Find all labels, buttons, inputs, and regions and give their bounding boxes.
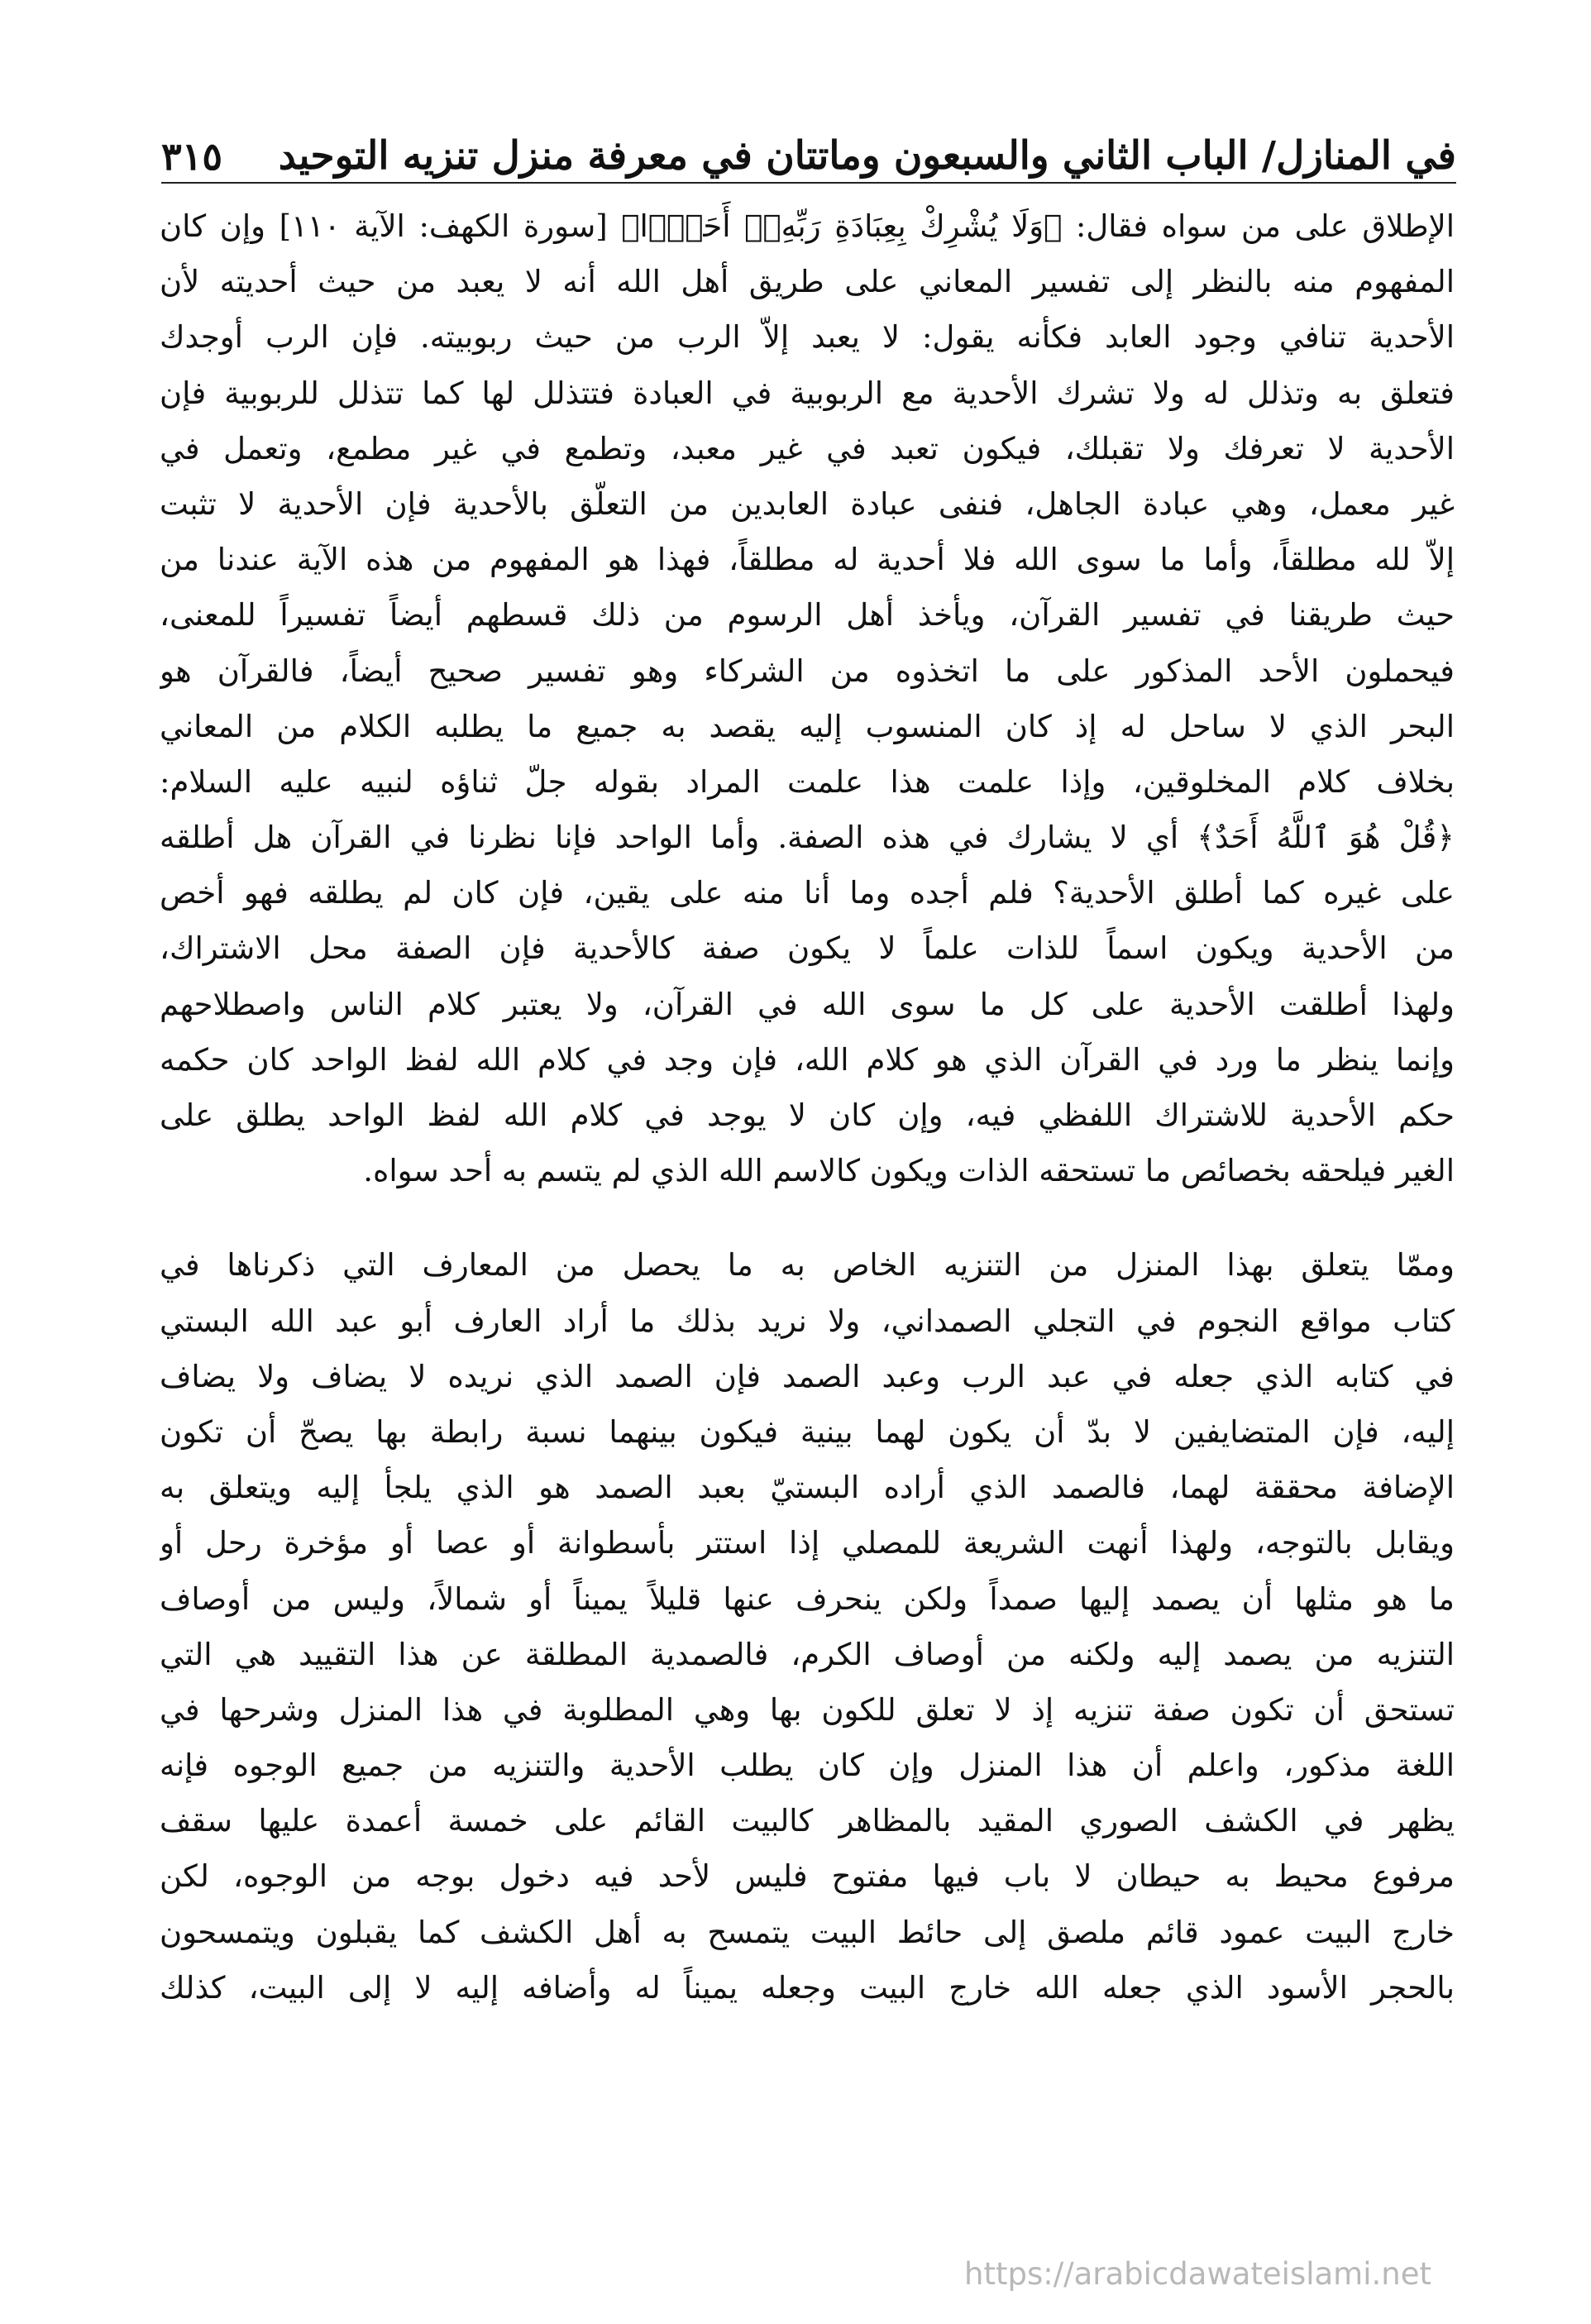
header-rule <box>161 182 1456 184</box>
text-line: التنزيه من يصمد إليه ولكنه من أوصاف الكرم، فالصمدية المطلقة عن هذا التقييد هي التي <box>160 1636 1455 1672</box>
text-line: من الأحدية ويكون اسماً للذات علماً لا يكون صفة كالأحدية فإن الصفة محل الاشتراك، <box>160 930 1455 967</box>
paragraph <box>160 1237 1455 2016</box>
text-line: إلاّ لله مطلقاً، وأما ما سوى الله فلا أحدية له مطلقاً، فهذا هو المفهوم من هذه الآية عندنا من <box>160 542 1455 578</box>
text-line: حيث طريقنا في تفسير القرآن، ويأخذ أهل الرسوم من ذلك قسطهم أيضاً تفسيراً للمعنى، <box>160 597 1455 634</box>
text-line: ولهذا أطلقت الأحدية على كل ما سوى الله في القرآن، ولا يعتبر كلام الناس واصطلاحهم <box>160 986 1455 1022</box>
running-header <box>161 109 1456 179</box>
text-line: الأحدية لا تعرفك ولا تقبلك، فيكون تعبد في غير معبد، وتطمع في غير مطمع، وتعمل في <box>160 430 1455 466</box>
text-line: وممّا يتعلق بهذا المنزل من التنزيه الخاص به ما يحصل من المعارف التي ذكرناها في <box>160 1247 1455 1284</box>
text-line: غير معمل، وهي عبادة الجاهل، فنفى عبادة العابدين من التعلّق بالأحدية فإن الأحدية لا تثبت <box>160 485 1455 522</box>
text-line: البحر الذي لا ساحل له إذ كان المنسوب إليه يقصد به جميع ما يطلبه الكلام من المعاني <box>160 708 1455 744</box>
text-line: الغير فيلحقه بخصائص ما تستحقه الذات ويكون كالاسم الله الذي لم يتسم به أحد سواه. <box>363 1153 1455 1189</box>
text-line: ﴿قُلْ هُوَ ٱللَّهُ أَحَدٌ﴾ أي لا يشارك في هذه الصفة. وأما الواحد فإنا نظرنا في القرآن هل أطلقه <box>160 820 1455 856</box>
text-line: ويقابل بالتوجه، ولهذا أنهت الشريعة للمصلي إذا استتر بأسطوانة أو عصا أو مؤخرة رحل أو <box>160 1525 1455 1561</box>
text-line: اللغة مذكور، واعلم أن هذا المنزل وإن كان يطلب الأحدية والتنزيه من جميع الوجوه فإنه <box>160 1748 1455 1784</box>
text-line: بالحجر الأسود الذي جعله الله خارج البيت وجعله يميناً له وأضافه إليه لا إلى البيت، كذلك <box>160 1969 1455 2006</box>
text-line: فيحملون الأحد المذكور على ما اتخذوه من الشركاء وهو تفسير صحيح أيضاً، فالقرآن هو <box>160 653 1455 689</box>
text-line: تستحق أن تكون صفة تنزيه إذ لا تعلق للكون بها وهي المطلوبة في هذا المنزل وشرحها في <box>160 1691 1455 1728</box>
page-number: ٣١٥ <box>161 134 223 179</box>
text-line: الإضافة محققة لهما، فالصمد الذي أراده البستيّ بعبد الصمد هو الذي يلجأ إليه ويتعلق به <box>160 1470 1455 1506</box>
text-line: مرفوع محيط به حيطان لا باب فيها مفتوح فليس لأحد فيه دخول بوجه من الوجوه، لكن <box>160 1858 1455 1895</box>
paragraph <box>160 198 1455 1198</box>
text-line: الأحدية تنافي وجود العابد فكأنه يقول: لا يعبد إلاّ الرب من حيث ربوبيته. فإن الرب أوجدك <box>160 319 1455 356</box>
text-line: في كتابه الذي جعله في عبد الرب وعبد الصمد فإن الصمد الذي نريده لا يضاف ولا يضاف <box>160 1358 1455 1394</box>
text-line: على غيره كما أطلق الأحدية؟ فلم أجده وما أنا منه على يقين، فإن كان لم يطلقه فهو أخص <box>160 875 1455 911</box>
text-line: حكم الأحدية للاشتراك اللفظي فيه، وإن كان لا يوجد في كلام الله لفظ الواحد يطلق على <box>160 1097 1455 1133</box>
paragraph-gap <box>160 1198 1455 1237</box>
text-line: كتاب مواقع النجوم في التجلي الصمداني، ولا نريد بذلك ما أراد العارف أبو عبد الله البستي <box>160 1303 1455 1339</box>
website-watermark: https://arabicdawateislami.net <box>964 2256 1431 2292</box>
text-line: يظهر في الكشف الصوري المقيد بالمظاهر كالبيت القائم على خمسة أعمدة عليها سقف <box>160 1803 1455 1839</box>
text-line: المفهوم منه بالنظر إلى تفسير المعاني على طريق أهل الله أنه لا يعبد من حيث أحديته لأن <box>160 264 1455 300</box>
text-line: إليه، فإن المتضايفين لا بدّ أن يكون لهما بينية فيكون بينهما نسبة رابطة بها يصحّ أن تكون <box>160 1413 1455 1450</box>
text-line: فتعلق به وتذلل له ولا تشرك الأحدية مع الربوبية في العبادة فتتذلل لها كما تتذلل للربوبية فإن <box>160 375 1455 411</box>
text-line: ما هو مثلها أن يصمد إليها صمداً ولكن ينحرف عنها قليلاً يميناً أو شمالاً، وليس من أوصاف <box>160 1580 1455 1617</box>
text-line: وإنما ينظر ما ورد في القرآن الذي هو كلام الله، فإن وجد في كلام الله لفظ الواحد كان حكمه <box>160 1041 1455 1078</box>
text-line: بخلاف كلام المخلوقين، وإذا علمت هذا علمت المراد بقوله جلّ ثناؤه لنبيه عليه السلام: <box>160 763 1455 800</box>
body-text <box>160 198 1455 2016</box>
text-line: خارج البيت عمود قائم ملصق إلى حائط البيت يتمسح به أهل الكشف كما يقبلون ويتمسحون <box>160 1914 1455 1950</box>
chapter-title: في المنازل/ الباب الثاني والسبعون وماتتان في معرفة منزل تنزيه التوحيد <box>278 133 1456 179</box>
text-line: الإطلاق على من سواه فقال: ﴿وَلَا يُشْرِكْ بِعِبَادَةِ رَبِّهِۦٓ أَحَدًۢا﴾ [سورة الكهف: الآية ١١٠] وإن كان <box>160 208 1455 244</box>
